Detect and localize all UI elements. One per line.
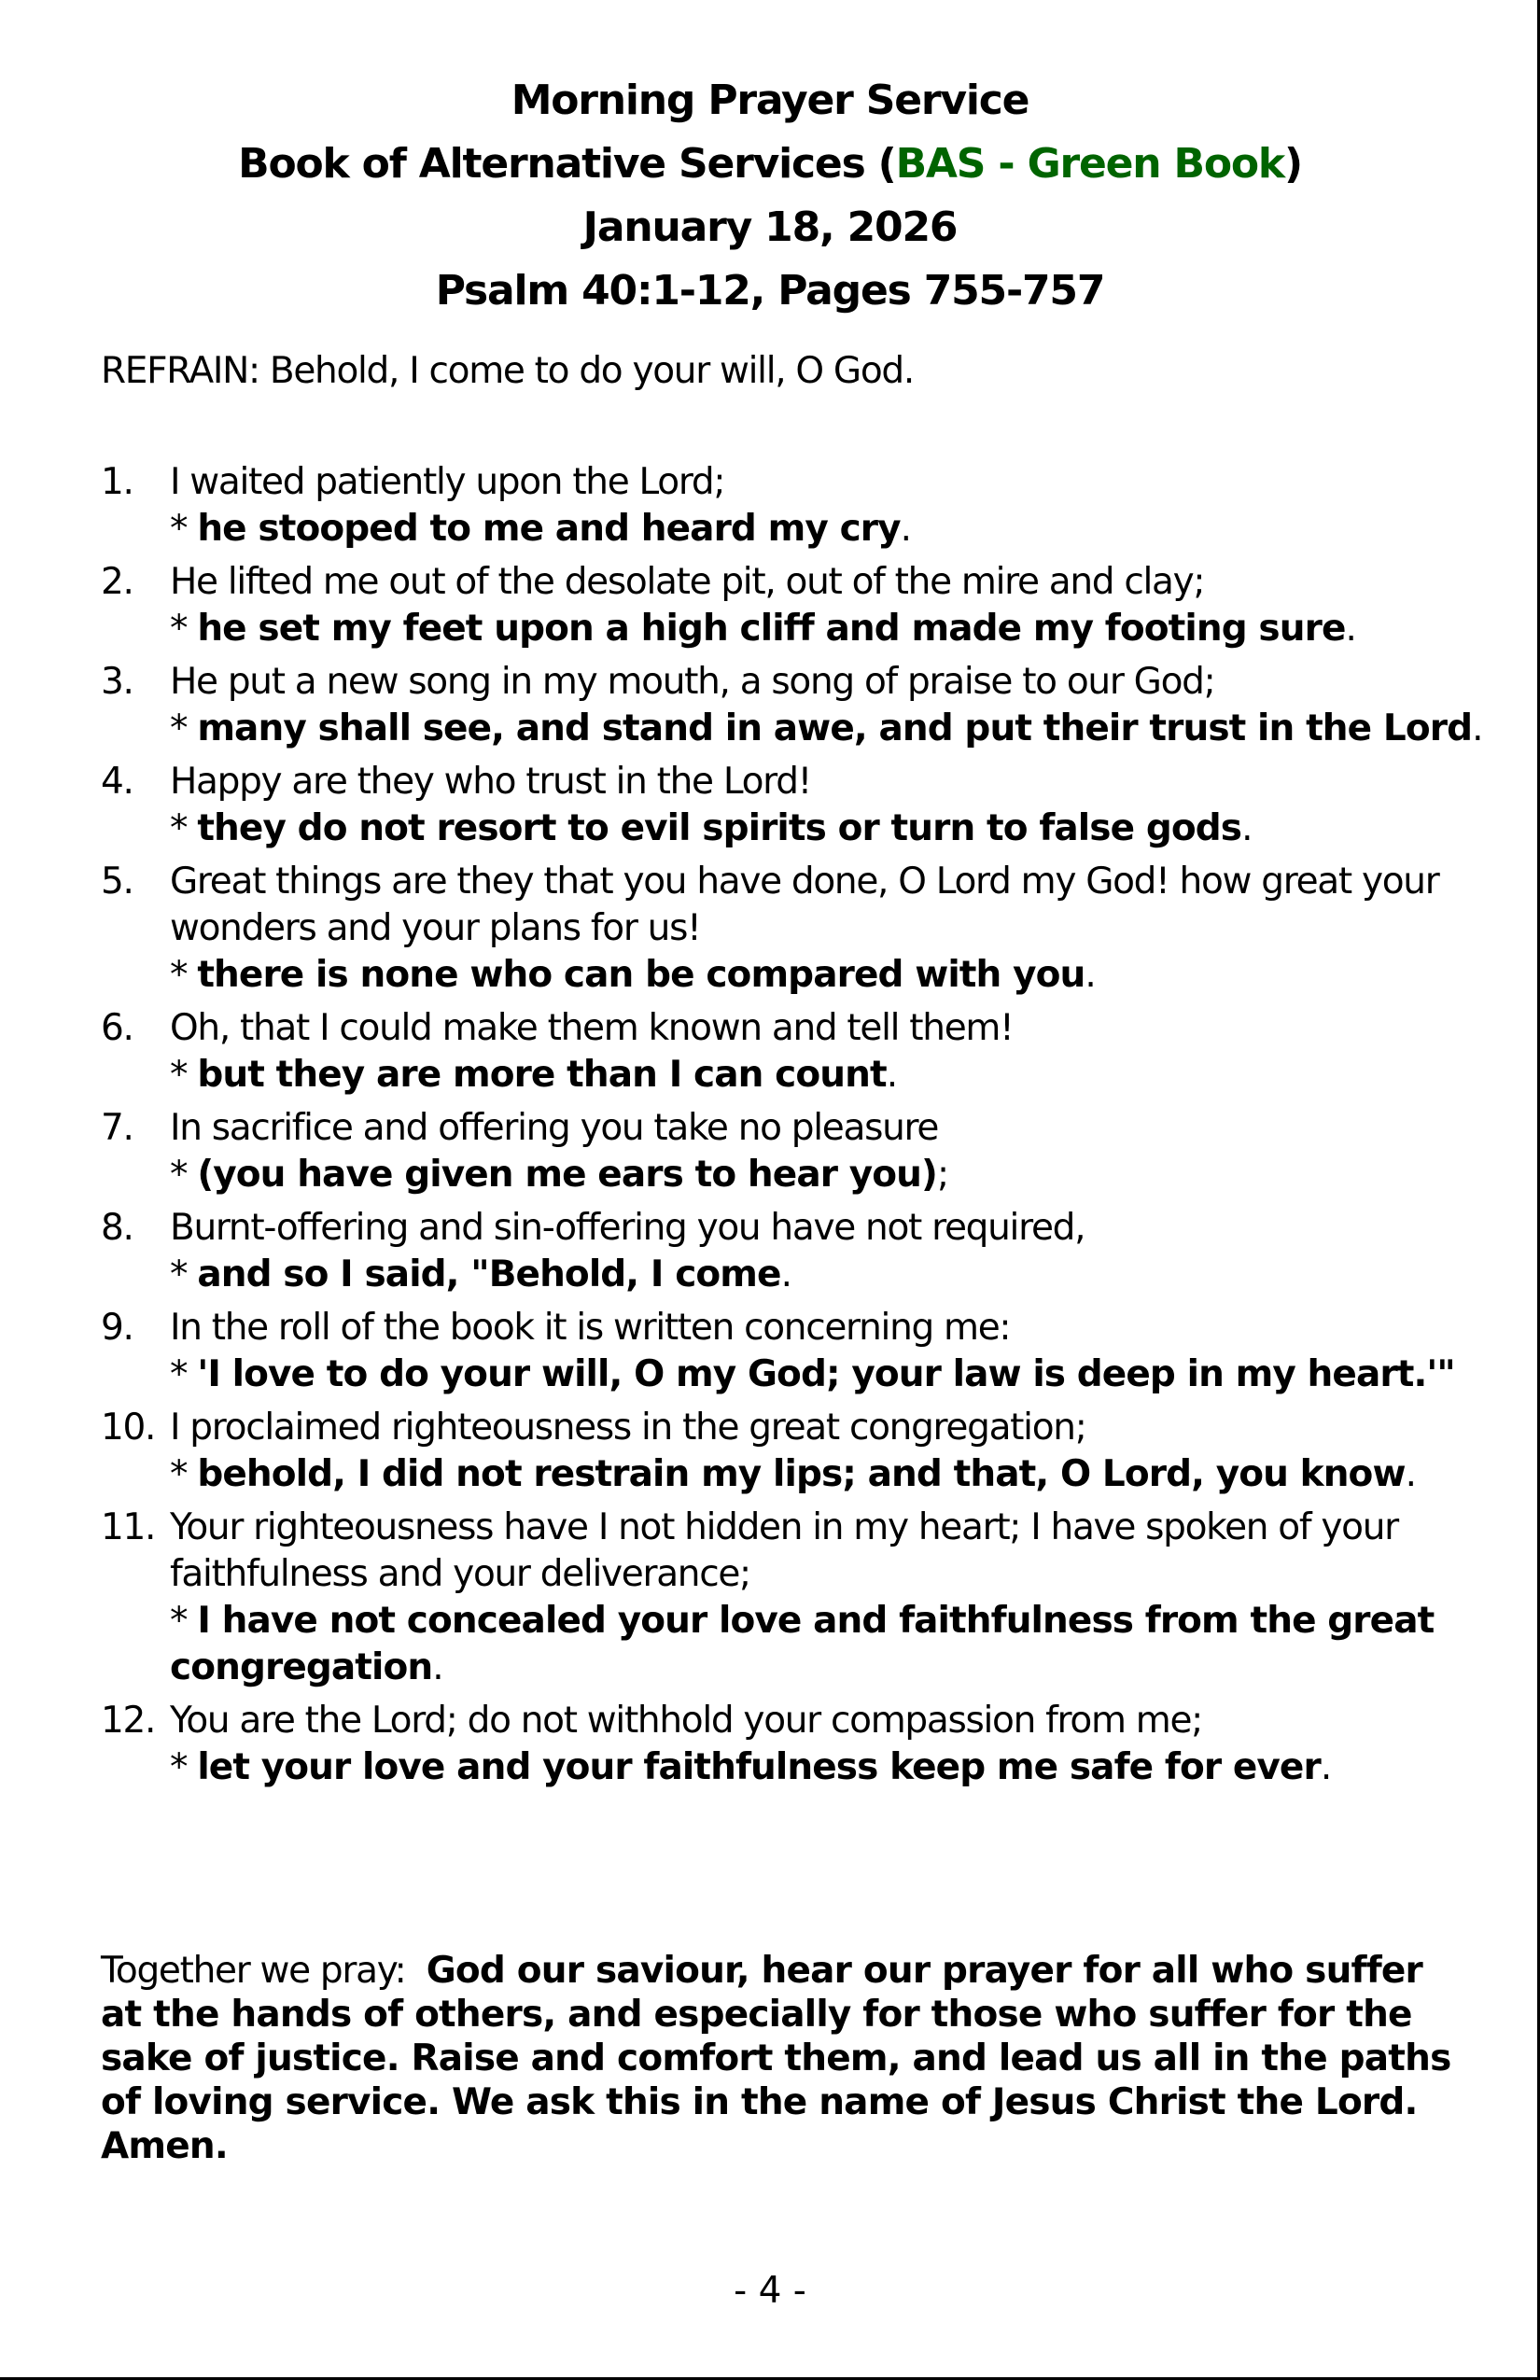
response-text: behold, I did not restrain my lips; and that, O Lord, you know: [197, 1453, 1406, 1495]
verse-call: He put a new song in my mouth, a song of praise to our God;: [170, 661, 1215, 703]
asterisk: *: [170, 1600, 198, 1642]
verse-number: 12.: [101, 1700, 156, 1742]
verse-response: [170, 1598, 1501, 1691]
psalm-verses: [101, 459, 1501, 1798]
verse-call: I waited patiently upon the Lord;: [170, 461, 725, 503]
verse: [101, 1405, 1501, 1498]
verse-response: [170, 506, 1501, 553]
asterisk: *: [170, 1746, 198, 1788]
prayer-intro: Together we pray:: [101, 1950, 427, 1992]
verse-number: 4.: [101, 761, 133, 803]
verse-number: 2.: [101, 561, 133, 603]
asterisk: *: [170, 1453, 198, 1495]
verse-call: Oh, that I could make them known and tell them!: [170, 1007, 1014, 1049]
psalm-reference: Psalm 40:1-12, Pages 755-757: [435, 267, 1105, 315]
response-text: 'I love to do your will, O my God; your law is deep in my heart.'": [197, 1353, 1455, 1395]
verse-call: In sacrifice and offering you take no pleasure: [170, 1107, 939, 1149]
verse-call: I proclaimed righteousness in the great congregation;: [170, 1407, 1086, 1449]
response-text: I have not concealed your love and faithfulness from the great congregation: [170, 1600, 1435, 1688]
verse-response: [170, 706, 1501, 752]
verse-number: 1.: [101, 461, 133, 503]
book-prefix: Book of Alternative Services (: [238, 140, 896, 188]
verse-call: In the roll of the book it is written concerning me:: [170, 1307, 1011, 1349]
verse: [101, 1205, 1501, 1298]
verse-number: 10.: [101, 1407, 156, 1449]
page-number: - 4 -: [734, 2270, 806, 2312]
asterisk: *: [170, 954, 198, 996]
service-book: [0, 133, 1540, 196]
verse-number: 3.: [101, 661, 133, 703]
asterisk: *: [170, 1054, 198, 1096]
response-end: .: [1405, 1453, 1416, 1495]
service-date: January 18, 2026: [582, 203, 958, 251]
response-end: .: [780, 1253, 791, 1295]
verse-call: Your righteousness have I not hidden in my heart; I have spoken of your faithfulness and your deliverance;: [170, 1506, 1398, 1595]
asterisk: *: [170, 707, 198, 749]
verse: [101, 1005, 1501, 1099]
verse-response: [170, 1744, 1501, 1791]
verse-response: [170, 1252, 1501, 1298]
response-text: he set my feet upon a high cliff and made my footing sure: [197, 608, 1346, 650]
response-end: .: [1241, 807, 1253, 849]
book-suffix: ): [1283, 140, 1302, 188]
service-title: Morning Prayer Service: [511, 77, 1029, 124]
verse-response: [170, 1152, 1501, 1198]
response-end: .: [900, 508, 911, 550]
verse-number: 7.: [101, 1107, 133, 1149]
closing-prayer: [101, 1949, 1473, 2168]
verse-number: 8.: [101, 1207, 133, 1249]
verse: [101, 659, 1501, 752]
response-end: ;: [936, 1154, 948, 1196]
asterisk: *: [170, 608, 198, 650]
response-text: (you have given me ears to hear you): [197, 1154, 937, 1196]
response-text: they do not resort to evil spirits or turn to false gods: [197, 807, 1242, 849]
prayer-text: God our saviour, hear our prayer for all who suffer at the hands of others, and especially for those who suffer for the sake of justice. Raise and comfort them, and lead us all in the paths of loving service. We ask this in the name of Jesus Christ the Lord. Amen.: [101, 1950, 1451, 2167]
response-text: there is none who can be compared with you: [197, 954, 1085, 996]
verse: [101, 559, 1501, 652]
response-text: but they are more than I can count: [197, 1054, 887, 1096]
response-end: .: [886, 1054, 897, 1096]
response-end: .: [1345, 608, 1356, 650]
response-end: .: [1320, 1746, 1331, 1788]
asterisk: *: [170, 807, 198, 849]
response-end: .: [432, 1646, 443, 1688]
verse-response: [170, 952, 1501, 999]
asterisk: *: [170, 508, 198, 550]
verse-number: 5.: [101, 861, 133, 903]
response-text: let your love and your faithfulness keep me safe for ever: [197, 1746, 1321, 1788]
verse-call: He lifted me out of the desolate pit, out of the mire and clay;: [170, 561, 1205, 603]
verse: [101, 859, 1501, 999]
verse-call: You are the Lord; do not withhold your compassion from me;: [170, 1700, 1202, 1742]
verse-response: [170, 1451, 1501, 1498]
response-text: and so I said, "Behold, I come: [197, 1253, 781, 1295]
verse-response: [170, 805, 1501, 852]
book-highlight: BAS - Green Book: [895, 140, 1284, 188]
verse: [101, 1305, 1501, 1398]
verse-response: [170, 1052, 1501, 1099]
response-text: he stooped to me and heard my cry: [197, 508, 901, 550]
verse: [101, 459, 1501, 553]
asterisk: *: [170, 1253, 198, 1295]
response-end: .: [1085, 954, 1096, 996]
verse-call: Burnt-offering and sin-offering you have not required,: [170, 1207, 1085, 1249]
verse-number: 6.: [101, 1007, 133, 1049]
header: [0, 69, 1540, 323]
verse-call: Happy are they who trust in the Lord!: [170, 761, 811, 803]
response-end: .: [1472, 707, 1483, 749]
asterisk: *: [170, 1353, 198, 1395]
verse-number: 11.: [101, 1506, 156, 1548]
verse: [101, 1505, 1501, 1691]
refrain: REFRAIN: Behold, I come to do your will, O God.: [101, 350, 914, 392]
verse: [101, 1105, 1501, 1198]
asterisk: *: [170, 1154, 198, 1196]
response-text: many shall see, and stand in awe, and put their trust in the Lord: [197, 707, 1473, 749]
verse-number: 9.: [101, 1307, 133, 1349]
verse-response: [170, 606, 1501, 652]
verse: [101, 759, 1501, 852]
verse-response: [170, 1351, 1501, 1398]
verse: [101, 1698, 1501, 1791]
verse-call: Great things are they that you have done, O Lord my God! how great your wonders and your plans for us!: [170, 861, 1439, 949]
